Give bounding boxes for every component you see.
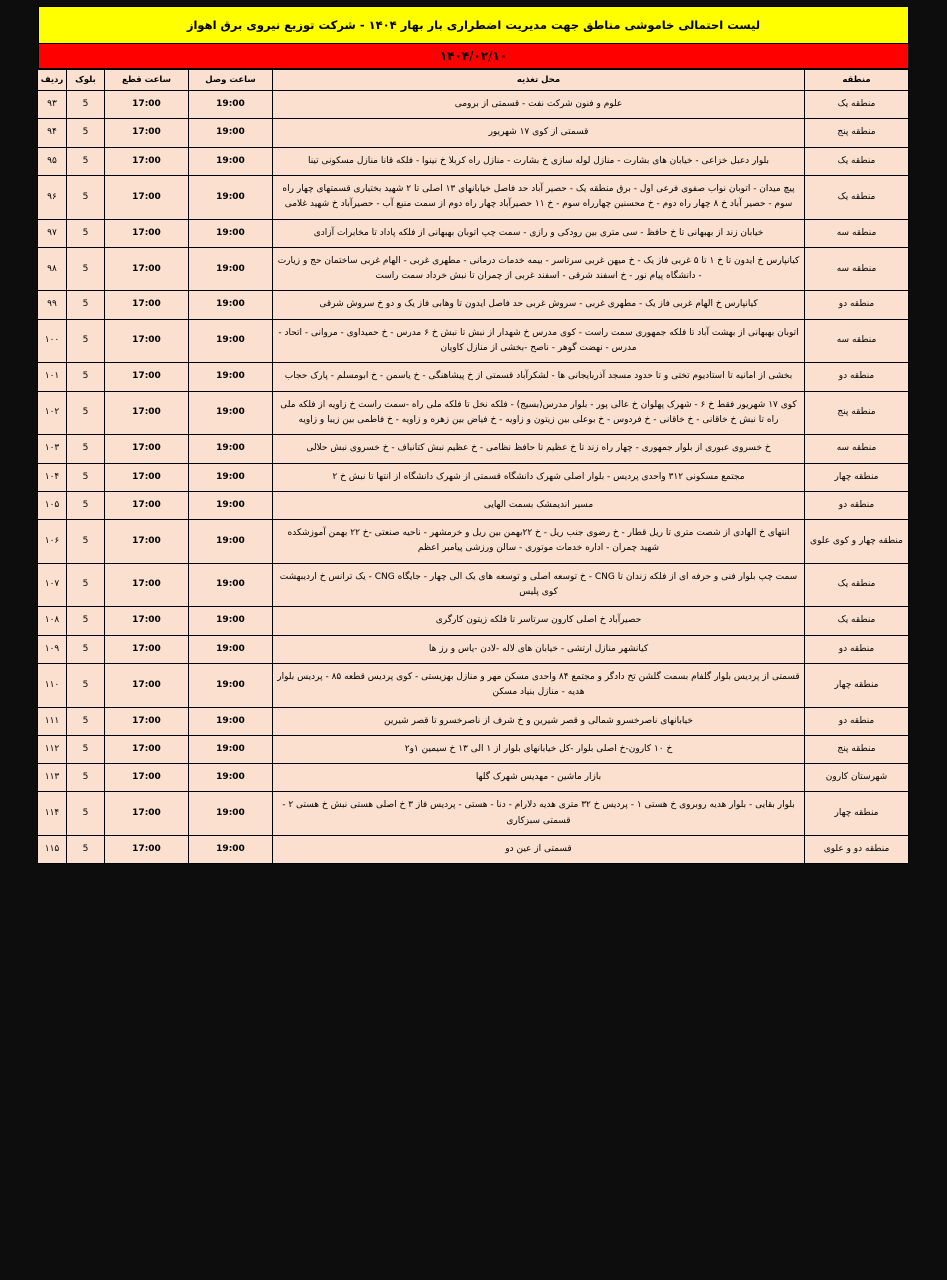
cell-zone: منطقه یک: [805, 563, 909, 607]
cell-zone: منطقه یک: [805, 175, 909, 219]
cell-row-no: ۱۱۲: [38, 735, 67, 763]
cell-block: 5: [67, 363, 105, 391]
cell-row-no: ۱۱۰: [38, 663, 67, 707]
cell-on-time: 19:00: [189, 707, 273, 735]
cell-block: 5: [67, 563, 105, 607]
cell-block: 5: [67, 764, 105, 792]
cell-off-time: 17:00: [105, 435, 189, 463]
cell-zone: منطقه دو: [805, 491, 909, 519]
cell-row-no: ۹۴: [38, 119, 67, 147]
cell-zone: منطقه یک: [805, 147, 909, 175]
cell-zone: منطقه چهار: [805, 663, 909, 707]
cell-zone: منطقه سه: [805, 319, 909, 363]
cell-zone: منطقه پنج: [805, 391, 909, 435]
cell-on-time: 19:00: [189, 147, 273, 175]
cell-off-time: 17:00: [105, 792, 189, 836]
cell-block: 5: [67, 219, 105, 247]
cell-block: 5: [67, 147, 105, 175]
cell-row-no: ۱۰۴: [38, 463, 67, 491]
cell-address: خ ۱۰ کارون-خ اصلی بلوار -کل خیابانهای بلوار از ۱ الی ۱۳ خ سیمین ۱و۲: [273, 735, 805, 763]
cell-address: بازار ماشین - مهدیس شهرک گلها: [273, 764, 805, 792]
cell-block: 5: [67, 119, 105, 147]
cell-row-no: ۱۰۸: [38, 607, 67, 635]
cell-on-time: 19:00: [189, 764, 273, 792]
cell-off-time: 17:00: [105, 319, 189, 363]
table-header: [38, 70, 909, 91]
cell-row-no: ۱۱۳: [38, 764, 67, 792]
cell-on-time: 19:00: [189, 836, 273, 864]
table-row: [38, 91, 909, 119]
cell-block: 5: [67, 663, 105, 707]
table-row: [38, 735, 909, 763]
cell-off-time: 17:00: [105, 247, 189, 291]
cell-address: کیانپارس خ ایدون تا خ ۱ تا ۵ غربی فاز یک - خ میهن غربی سرتاسر - بیمه خدمات درمانی - مطهری غربی - الهام غربی ساختمان حج و زیارت - دانشگاه پیام نور - خ اسفند شرقی - اسفند غربی از چمران تا نبش خرداد سمت راست: [273, 247, 805, 291]
cell-off-time: 17:00: [105, 363, 189, 391]
cell-on-time: 19:00: [189, 635, 273, 663]
cell-block: 5: [67, 291, 105, 319]
table-row: [38, 119, 909, 147]
cell-row-no: ۱۰۲: [38, 391, 67, 435]
cell-address: حصیرآباد خ اصلی کارون سرتاسر تا فلکه زیتون کارگری: [273, 607, 805, 635]
table-row: [38, 635, 909, 663]
cell-off-time: 17:00: [105, 764, 189, 792]
cell-address: کیانشهر منازل ارتشی - خیابان های لاله -لادن -یاس و رز ها: [273, 635, 805, 663]
cell-on-time: 19:00: [189, 91, 273, 119]
cell-off-time: 17:00: [105, 707, 189, 735]
cell-off-time: 17:00: [105, 735, 189, 763]
cell-zone: منطقه دو: [805, 363, 909, 391]
table-row: [38, 363, 909, 391]
cell-block: 5: [67, 735, 105, 763]
cell-row-no: ۹۳: [38, 91, 67, 119]
cell-off-time: 17:00: [105, 91, 189, 119]
cell-row-no: ۱۰۶: [38, 520, 67, 564]
column-header-zone: منطقه: [805, 70, 909, 91]
cell-row-no: ۱۱۴: [38, 792, 67, 836]
cell-zone: منطقه پنج: [805, 735, 909, 763]
cell-address: سمت چپ بلوار فنی و حرفه ای از فلکه زندان تا CNG - خ توسعه اصلی و توسعه های یک الی چهار - جایگاه CNG - یک ترانس خ اردیبهشت کوی پلیس: [273, 563, 805, 607]
cell-on-time: 19:00: [189, 463, 273, 491]
cell-row-no: ۱۱۵: [38, 836, 67, 864]
cell-zone: منطقه دو و علوی: [805, 836, 909, 864]
cell-address: خیابانهای ناصرخسرو شمالی و قصر شیرین و خ شرف از ناصرخسرو تا قصر شیرین: [273, 707, 805, 735]
column-header-on-time: ساعت وصل: [189, 70, 273, 91]
cell-block: 5: [67, 635, 105, 663]
column-header-row-no: ردیف: [38, 70, 67, 91]
cell-on-time: 19:00: [189, 435, 273, 463]
cell-row-no: ۹۸: [38, 247, 67, 291]
cell-row-no: ۱۰۹: [38, 635, 67, 663]
cell-on-time: 19:00: [189, 247, 273, 291]
table-row: [38, 219, 909, 247]
table-row: [38, 607, 909, 635]
cell-on-time: 19:00: [189, 219, 273, 247]
table-row: [38, 319, 909, 363]
cell-zone: منطقه دو: [805, 707, 909, 735]
cell-on-time: 19:00: [189, 792, 273, 836]
cell-row-no: ۱۰۰: [38, 319, 67, 363]
cell-off-time: 17:00: [105, 635, 189, 663]
cell-on-time: 19:00: [189, 119, 273, 147]
table-row: [38, 836, 909, 864]
cell-block: 5: [67, 463, 105, 491]
cell-address: خ خسروی عبوری از بلوار جمهوری - چهار راه زند تا خ عظیم تا حافظ نظامی - خ عظیم نبش کتانباف - خ خسروی نبش حلالی: [273, 435, 805, 463]
cell-block: 5: [67, 319, 105, 363]
cell-zone: منطقه چهار و کوی علوی: [805, 520, 909, 564]
outage-schedule-sheet: [38, 6, 909, 864]
cell-row-no: ۱۰۵: [38, 491, 67, 519]
table-row: [38, 175, 909, 219]
cell-block: 5: [67, 435, 105, 463]
cell-address: اتوبان بهبهانی از بهشت آباد تا فلکه جمهوری سمت راست - کوی مدرس خ شهدار از نبش تا نبش خ ۶ مدرس - خ حمیداوی - مروانی - اتحاد - مدرس - نهضت گوهر - ناصح -بخشی از منازل کاویان: [273, 319, 805, 363]
cell-zone: منطقه دو: [805, 635, 909, 663]
table-row: [38, 435, 909, 463]
cell-on-time: 19:00: [189, 563, 273, 607]
cell-on-time: 19:00: [189, 291, 273, 319]
cell-zone: منطقه چهار: [805, 792, 909, 836]
cell-row-no: ۹۶: [38, 175, 67, 219]
cell-block: 5: [67, 491, 105, 519]
column-header-off-time: ساعت قطع: [105, 70, 189, 91]
cell-block: 5: [67, 91, 105, 119]
cell-row-no: ۹۷: [38, 219, 67, 247]
cell-block: 5: [67, 607, 105, 635]
cell-address: قسمتی از کوی ۱۷ شهریور: [273, 119, 805, 147]
cell-on-time: 19:00: [189, 491, 273, 519]
cell-row-no: ۱۰۷: [38, 563, 67, 607]
page-title: لیست احتمالی خاموشی مناطق جهت مدیریت اضطراری بار بهار ۱۴۰۴ - شرکت توزیع نیروی برق اهواز: [38, 6, 909, 44]
table-row: [38, 764, 909, 792]
table-row: [38, 563, 909, 607]
table-body: [38, 91, 909, 864]
cell-off-time: 17:00: [105, 291, 189, 319]
cell-off-time: 17:00: [105, 219, 189, 247]
cell-address: مجتمع مسکونی ۳۱۲ واحدی پردیس - بلوار اصلی شهرک دانشگاه قسمتی از شهرک دانشگاه از انتها تا نبش خ ۲: [273, 463, 805, 491]
cell-zone: منطقه سه: [805, 247, 909, 291]
cell-address: بخشی از امانیه تا استادیوم تختی و تا حدود مسجد آذربایجانی ها - لشکرآباد قسمتی از خ پیشاهنگی - خ یاسمن - خ ابومسلم - پارک حجاب: [273, 363, 805, 391]
cell-off-time: 17:00: [105, 491, 189, 519]
cell-on-time: 19:00: [189, 363, 273, 391]
table-row: [38, 391, 909, 435]
cell-off-time: 17:00: [105, 147, 189, 175]
cell-address: بلوار بقایی - بلوار هدیه روبروی خ هستی ۱ - پردیس خ ۳۲ متری هدیه دلارام - دنا - هستی - پردیس فاز ۳ خ اصلی هستی نبش خ هستی ۲ - قسمتی سبزکاری: [273, 792, 805, 836]
cell-zone: منطقه دو: [805, 291, 909, 319]
cell-block: 5: [67, 836, 105, 864]
cell-address: قسمتی از پردیس بلوار گلفام بسمت گلشن تخ دادگر و مجتمع ۸۴ واحدی مسکن مهر و منازل بهزیستی - کوی پردیس قطعه ۸۵ - پردیس بلوار هدیه - منازل بنیاد مسکن: [273, 663, 805, 707]
cell-zone: منطقه پنج: [805, 119, 909, 147]
cell-block: 5: [67, 792, 105, 836]
cell-zone: منطقه یک: [805, 91, 909, 119]
cell-off-time: 17:00: [105, 563, 189, 607]
table-header-row: [38, 70, 909, 91]
cell-address: قسمتی از عین دو: [273, 836, 805, 864]
cell-row-no: ۱۰۱: [38, 363, 67, 391]
table-row: [38, 707, 909, 735]
column-header-block: بلوک: [67, 70, 105, 91]
cell-block: 5: [67, 247, 105, 291]
cell-block: 5: [67, 707, 105, 735]
cell-off-time: 17:00: [105, 520, 189, 564]
cell-address: علوم و فنون شرکت نفت - قسمتی از برومی: [273, 91, 805, 119]
cell-address: مسیر اندیمشک بسمت الهایی: [273, 491, 805, 519]
cell-zone: شهرستان کارون: [805, 764, 909, 792]
table-row: [38, 247, 909, 291]
outage-table: [37, 69, 909, 864]
cell-block: 5: [67, 175, 105, 219]
cell-off-time: 17:00: [105, 836, 189, 864]
cell-on-time: 19:00: [189, 663, 273, 707]
schedule-date: ۱۴۰۴/۰۲/۱۰: [38, 44, 909, 69]
cell-address: انتهای خ الهادی از شصت متری تا ریل قطار - خ رضوی جنب ریل - خ ۲۲بهمن بین ریل و خرمشهر - ناحیه صنعتی -خ ۲۲ بهمن آموزشکده شهید چمران - اداره خدمات موتوری - سالن ورزشی پیامبر اعظم: [273, 520, 805, 564]
cell-on-time: 19:00: [189, 607, 273, 635]
table-row: [38, 147, 909, 175]
cell-off-time: 17:00: [105, 663, 189, 707]
cell-zone: منطقه سه: [805, 219, 909, 247]
cell-row-no: ۱۱۱: [38, 707, 67, 735]
cell-row-no: ۱۰۳: [38, 435, 67, 463]
cell-block: 5: [67, 520, 105, 564]
cell-zone: منطقه یک: [805, 607, 909, 635]
table-row: [38, 491, 909, 519]
cell-row-no: ۹۵: [38, 147, 67, 175]
table-row: [38, 792, 909, 836]
cell-off-time: 17:00: [105, 607, 189, 635]
cell-on-time: 19:00: [189, 175, 273, 219]
cell-on-time: 19:00: [189, 520, 273, 564]
cell-off-time: 17:00: [105, 391, 189, 435]
cell-on-time: 19:00: [189, 391, 273, 435]
cell-address: پیچ میدان - اتوبان نواب صفوی فرعی اول - برق منطقه یک - حصیر آباد حد فاصل خیابانهای ۱۳ اصلی تا ۲ شهید بختیاری قسمتهای چهار راه سوم - حصیر آباد خ ۸ چهار راه دوم - خ محسنین چهارراه سوم - خ ۱۱ حصیرآباد چهار راه دوم از سمت منبع آب - حصیرآباد خ شهید غلامی: [273, 175, 805, 219]
cell-off-time: 17:00: [105, 463, 189, 491]
cell-address: کوی ۱۷ شهریور فقط خ ۶ - شهرک پهلوان خ عالی پور - بلوار مدرس(بسیج) - فلکه نخل تا فلکه ملی راه -سمت راست خ زاویه از فلکه ملی راه تا نبش خ خاقانی - خ خاقانی - خ فردوس - خ بوعلی بین زیتون و زاویه - خ فیاض بین زهره و زاویه - خ فاطمی بین زیبا و زاویه: [273, 391, 805, 435]
cell-block: 5: [67, 391, 105, 435]
cell-on-time: 19:00: [189, 735, 273, 763]
cell-off-time: 17:00: [105, 175, 189, 219]
cell-address: خیابان زند از بهبهانی تا خ حافظ - سی متری بین رودکی و رازی - سمت چپ اتوبان بهبهانی از فلکه پاداد تا مخابرات آزادی: [273, 219, 805, 247]
column-header-address: محل تغذیه: [273, 70, 805, 91]
cell-zone: منطقه سه: [805, 435, 909, 463]
cell-row-no: ۹۹: [38, 291, 67, 319]
cell-off-time: 17:00: [105, 119, 189, 147]
cell-address: بلوار دعبل خزاعی - خیابان های بشارت - منازل لوله سازی خ بشارت - منازل راه کربلا خ نینوا - فلکه قانا منازل مسکونی تینا: [273, 147, 805, 175]
table-row: [38, 520, 909, 564]
table-row: [38, 663, 909, 707]
table-row: [38, 291, 909, 319]
cell-zone: منطقه چهار: [805, 463, 909, 491]
cell-address: کیانپارس خ الهام غربی فاز یک - مطهری غربی - سروش غربی حد فاصل ایدون تا وهابی فاز یک و دو خ سروش شرقی: [273, 291, 805, 319]
table-row: [38, 463, 909, 491]
cell-on-time: 19:00: [189, 319, 273, 363]
